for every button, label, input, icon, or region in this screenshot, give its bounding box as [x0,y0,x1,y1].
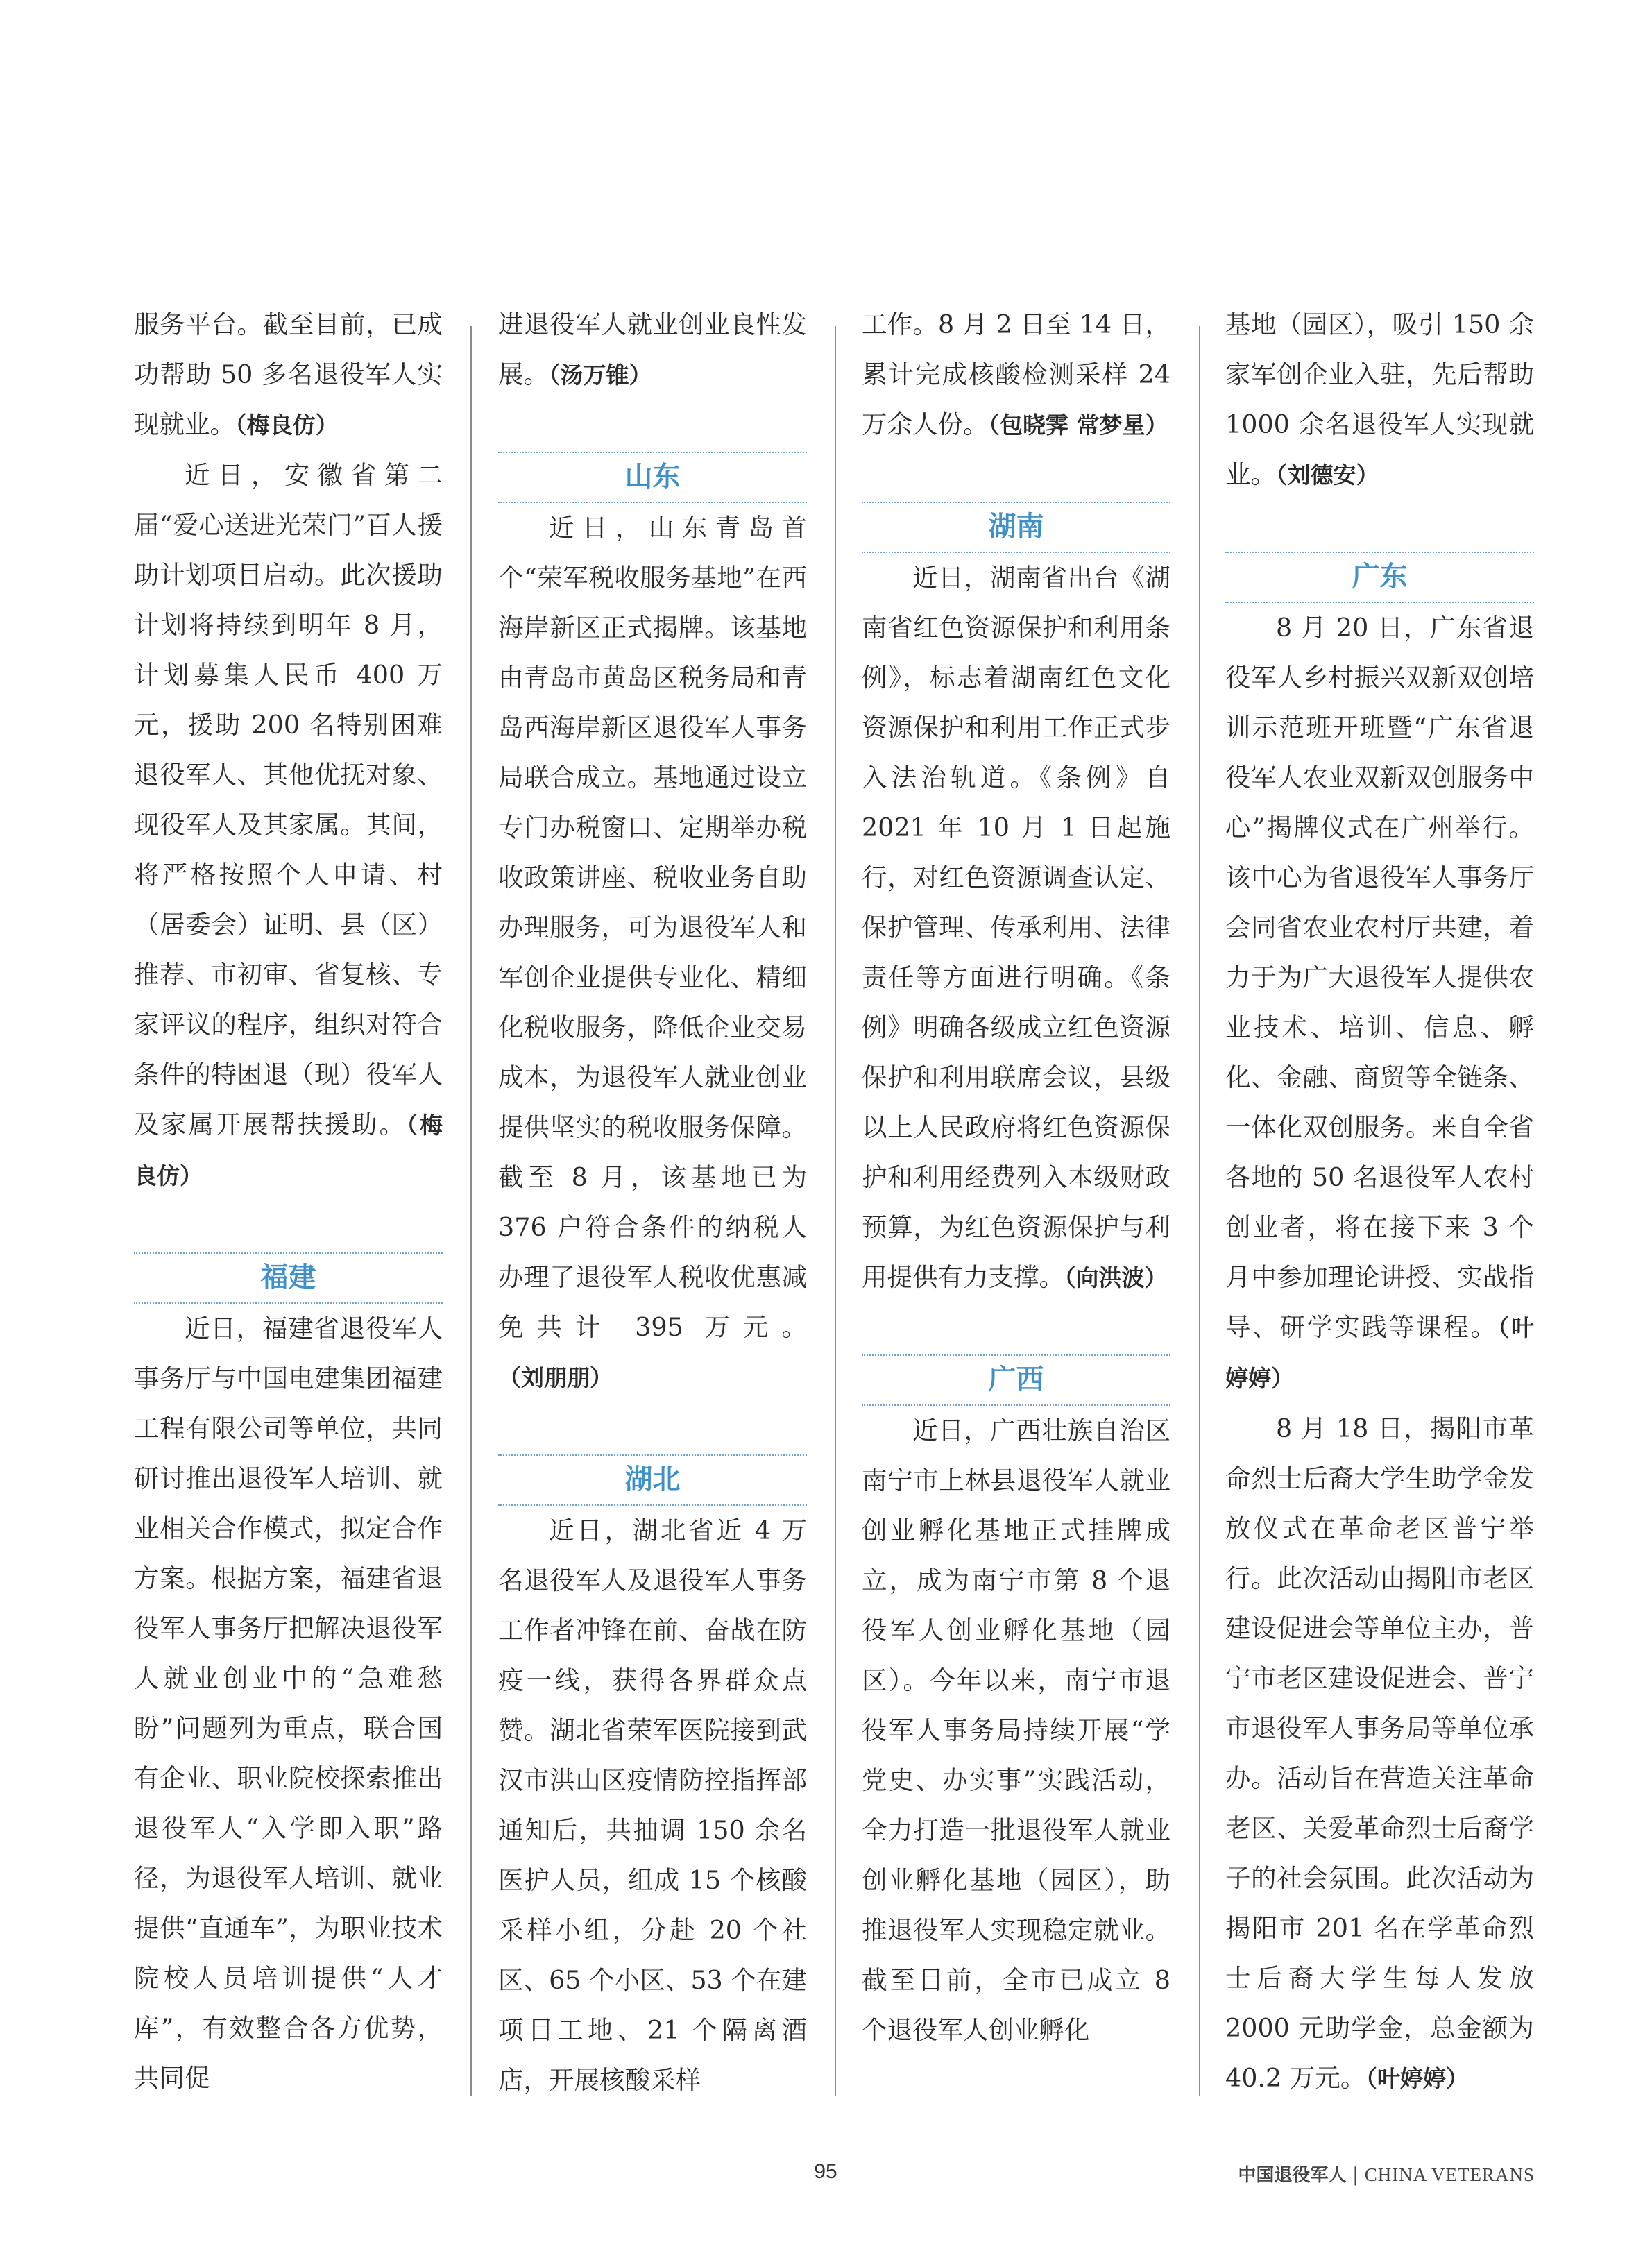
news-paragraph [1225,1404,1534,2104]
paragraph-text: 进退役军人就业创业良性发展。 [498,309,807,389]
author-byline: （梅良仿） [134,1112,443,1189]
news-paragraph [498,503,807,1403]
news-paragraph [862,553,1170,1303]
author-byline: （汤万锥） [549,362,652,389]
paragraph-text: 8 月 20 日，广东省退役军人乡村振兴双新双创培训示范班开班暨“广东省退役军人农业双新双创服务中心”揭牌仪式在广州举行。该中心为省退役军人事务厅会同省农业农村厅共建，着力于为广大退役军人提供农业技术、培训、信息、孵化、金融、商贸等全链条、一体化双创服务。来自全省各地的 50 名退役军人农村创业者，将在接下来 3 个月中参加理论讲授、实战指导、研学实践等课程。 [1225,613,1534,1342]
paragraph-text: 工作。8 月 2 日至 14 日，累计完成核酸检测采样 24 万余人份。 [862,309,1170,439]
author-byline: （梅良仿） [235,411,339,439]
article-column-2 [498,300,807,2105]
article-column-4 [1225,300,1534,2104]
section-heading: 广东 [1225,552,1534,603]
column-divider [835,326,836,2096]
paragraph-text: 近日，湖北省近 4 万名退役军人及退役军人事务工作者冲锋在前、奋战在防疫一线，获得各界群众点赞。湖北省荣军医院接到武汉市洪山区疫情防控指挥部通知后，共抽调 150 余名医护人员，组成 15 个核酸采样小组，分赴 20 个社区、65 个小区、53 个在建项目工地、21 个隔离酒店，开展核酸采样 [498,1515,807,2095]
author-byline: （叶婷婷） [1225,1314,1535,1392]
section-heading: 福建 [134,1252,443,1304]
news-paragraph [1225,603,1534,1404]
column-divider [470,326,472,2096]
section-heading: 湖北 [498,1454,807,1506]
paragraph-text: 近日，山东青岛首个“荣军税收服务基地”在西海岸新区正式揭牌。该基地由青岛市黄岛区税务局和青岛西海岸新区退役军人事务局联合成立。基地通过设立专门办税窗口、定期举办税收政策讲座、税收业务自助办理服务，可为退役军人和军创企业提供专业化、精细化税收服务，降低企业交易成本，为退役军人就业创业提供坚实的税收服务保障。截至 8 月，该基地已为 376 户符合条件的纳税人办理了退役军人税收优惠减免共计 395 万元。 [498,513,807,1342]
paragraph-text: 近日，福建省退役军人事务厅与中国电建集团福建工程有限公司等单位，共同研讨推出退役军人培训、就业相关合作模式，拟定合作方案。根据方案，福建省退役军人事务厅把解决退役军人就业创业中的“急难愁盼”问题列为重点，联合国有企业、职业院校探索推出退役军人“入学即入职”路径，为退役军人培训、就业提供“直通车”，为职业技术院校人员培训提供“人才库”，有效整合各方优势，共同促 [134,1314,443,2093]
author-byline: （刘朋朋） [498,1364,613,1391]
paragraph-text: 服务平台。截至目前，已成功帮助 50 多名退役军人实现就业。 [134,309,443,439]
news-paragraph [134,300,443,450]
paragraph-text: 近日，广西壮族自治区南宁市上林县退役军人就业创业孵化基地正式挂牌成立，成为南宁市第 8 个退役军人创业孵化基地（园区）。今年以来，南宁市退役军人事务局持续开展“学党史、办实事”实践活动，全力打造一批退役军人就业创业孵化基地（园区），助推退役军人实现稳定就业。截至目前，全市已成立 8 个退役军人创业孵化 [862,1416,1170,2045]
brand-separator: | [1352,2164,1359,2186]
section-heading: 广西 [862,1354,1170,1406]
author-byline: （刘德安） [1276,461,1379,489]
paragraph-text: 近日，安徽省第二届“爱心送进光荣门”百人援助计划项目启动。此次援助计划将持续到明年 8 月，计划募集人民币 400 万元，援助 200 名特别困难退役军人、其他优抚对象、现役军人及其家属。其间，将严格按照个人申请、村（居委会）证明、县（区）推荐、市初审、省复核、专家评议的程序，组织对符合条件的特困退（现）役军人及家属开展帮扶援助。 [134,460,443,1139]
news-paragraph [134,450,443,1201]
section-heading: 山东 [498,452,807,503]
section-heading: 湖南 [862,502,1170,553]
brand-english: CHINA VETERANS [1364,2164,1535,2185]
column-divider [1199,326,1200,2096]
news-paragraph [1225,300,1534,500]
article-column-1 [134,300,443,2103]
news-paragraph [862,1406,1170,2055]
news-paragraph [498,1506,807,2105]
magazine-brand [1238,2161,1535,2186]
brand-chinese: 中国退役军人 [1238,2165,1347,2186]
author-byline: （包晓霁 常梦星） [988,411,1168,439]
author-byline: （向洪波） [1064,1264,1168,1291]
paragraph-text: 近日，湖南省出台《湖南省红色资源保护和利用条例》，标志着湖南红色文化资源保护和利用工作正式步入法治轨道。《条例》自 2021 年 10 月 1 日起施行，对红色资源调查认定、保护管理、传承利用、法律责任等方面进行明确。《条例》明确各级成立红色资源保护和利用联席会议，县级以上人民政府将红色资源保护和利用经费列入本级财政预算，为红色资源保护与利用提供有力支撑。 [862,563,1170,1292]
article-column-3 [862,300,1170,2055]
author-byline: （叶婷婷） [1365,2065,1469,2092]
paragraph-text: 基地（园区），吸引 150 余家军创企业入驻，先后帮助 1000 余名退役军人实现就业。 [1225,309,1534,489]
news-paragraph [498,300,807,400]
page-number: 95 [814,2160,837,2183]
news-paragraph [862,300,1170,450]
news-paragraph [134,1304,443,2103]
paragraph-text: 8 月 18 日，揭阳市革命烈士后裔大学生助学金发放仪式在革命老区普宁举行。此次活动由揭阳市老区建设促进会等单位主办，普宁市老区建设促进会、普宁市退役军人事务局等单位承办。活动旨在营造关注革命老区、关爱革命烈士后裔学子的社会氛围。此次活动为揭阳市 201 名在学革命烈士后裔大学生每人发放 2000 元助学金，总金额为 40.2 万元。 [1225,1413,1534,2093]
